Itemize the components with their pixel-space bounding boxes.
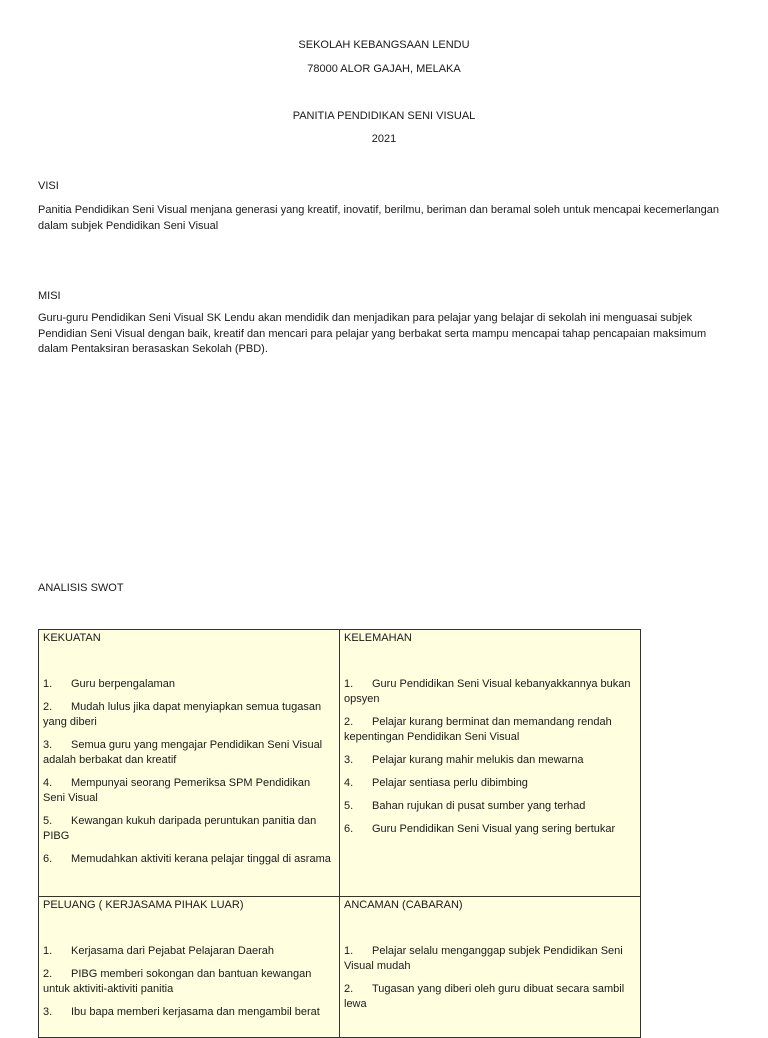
list-item-text: Pelajar selalu menganggap subjek Pendidikan Seni Visual mudah	[344, 945, 623, 972]
list-item-number: 2.	[43, 701, 53, 713]
visi-text: Panitia Pendidikan Seni Visual menjana generasi yang kreatif, inovatif, berilmu, beriman dan beramal soleh untuk mencapai kecemerlangan dalam subjek Pendidikan Seni Visual	[38, 204, 719, 232]
list-item-text: Guru Pendidikan Seni Visual yang sering bertukar	[372, 823, 616, 835]
list-item-text: Pelajar kurang berminat dan memandang rendah kepentingan Pendidikan Seni Visual	[344, 716, 612, 743]
list-item-number: 4.	[43, 777, 53, 789]
list-item-text: Guru Pendidikan Seni Visual kebanyakkannya bukan opsyen	[344, 678, 631, 705]
list-item-number: 2.	[43, 968, 53, 980]
list-item-text: Tugasan yang diberi oleh guru dibuat secara sambil lewa	[344, 983, 625, 1010]
peluang-cell	[39, 897, 340, 1038]
list-item-number: 3.	[43, 1006, 53, 1018]
list-item-number: 2.	[344, 983, 354, 995]
misi-text: Guru-guru Pendidikan Seni Visual SK Lendu akan mendidik dan menjadikan para pelajar yang belajar di sekolah ini menguasai subjek Pendidian Seni Visual dengan baik, kreatif dan mencari para pelajar yang berbakat serta mampu mencapai tahap pencapaian maksimum dalam Pentaksiran berasaskan Sekolah (PBD).	[38, 312, 707, 355]
list-item-text: Semua guru yang mengajar Pendidikan Seni Visual adalah berbakat dan kreatif	[43, 739, 323, 766]
kelemahan-title: KELEMAHAN	[344, 632, 412, 644]
list-item-text: Mempunyai seorang Pemeriksa SPM Pendidikan Seni Visual	[43, 777, 311, 804]
list-item-text: Kewangan kukuh daripada peruntukan panitia dan PIBG	[43, 815, 317, 842]
list-item	[43, 738, 335, 768]
school-address: 78000 ALOR GAJAH, MELAKA	[307, 63, 461, 75]
misi-heading: MISI	[38, 290, 61, 302]
list-item	[344, 715, 636, 745]
swot-heading: ANALISIS SWOT	[38, 582, 124, 594]
list-item-number: 3.	[344, 754, 354, 766]
list-item	[43, 967, 335, 997]
list-item-text: Kerjasama dari Pejabat Pelajaran Daerah	[71, 945, 275, 957]
list-item	[43, 944, 335, 959]
list-item-number: 6.	[43, 853, 53, 865]
list-item	[43, 677, 335, 692]
school-name: SEKOLAH KEBANGSAAN LENDU	[298, 39, 470, 51]
list-item-number: 1.	[344, 945, 354, 957]
list-item-number: 1.	[344, 678, 354, 690]
list-item-text: Pelajar sentiasa perlu dibimbing	[372, 777, 528, 789]
list-item	[43, 814, 335, 844]
list-item	[344, 677, 636, 707]
swot-table	[38, 629, 641, 1038]
list-item	[43, 700, 335, 730]
kelemahan-cell	[340, 630, 641, 897]
list-item	[344, 944, 636, 974]
kekuatan-title: KEKUATAN	[43, 632, 101, 644]
list-item-text: Memudahkan aktiviti kerana pelajar tinggal di asrama	[71, 853, 331, 865]
kelemahan-list	[344, 677, 636, 837]
list-item-text: Guru berpengalaman	[71, 678, 175, 690]
list-item	[344, 753, 636, 768]
list-item-text: Ibu bapa memberi kerjasama dan mengambil berat	[71, 1006, 320, 1018]
list-item-number: 2.	[344, 716, 354, 728]
list-item-number: 4.	[344, 777, 354, 789]
ancaman-list	[344, 944, 636, 1012]
swot-row-internal	[39, 630, 641, 897]
kekuatan-cell	[39, 630, 340, 897]
list-item	[43, 1005, 335, 1020]
visi-heading: VISI	[38, 180, 59, 192]
ancaman-title: ANCAMAN (CABARAN)	[344, 899, 463, 911]
list-item-number: 6.	[344, 823, 354, 835]
list-item	[344, 799, 636, 814]
swot-row-external	[39, 897, 641, 1038]
peluang-list	[43, 944, 335, 1020]
list-item-number: 3.	[43, 739, 53, 751]
document-year: 2021	[371, 133, 397, 145]
list-item-number: 1.	[43, 678, 53, 690]
list-item-text: Pelajar kurang mahir melukis dan mewarna	[372, 754, 584, 766]
list-item-number: 5.	[43, 815, 53, 827]
list-item	[43, 852, 335, 867]
list-item	[344, 982, 636, 1012]
list-item	[344, 822, 636, 837]
list-item-text: PIBG memberi sokongan dan bantuan kewangan untuk aktiviti-aktiviti panitia	[43, 968, 312, 995]
peluang-title: PELUANG ( KERJASAMA PIHAK LUAR)	[43, 899, 244, 911]
list-item	[43, 776, 335, 806]
list-item	[344, 776, 636, 791]
list-item-text: Mudah lulus jika dapat menyiapkan semua tugasan yang diberi	[43, 701, 322, 728]
ancaman-cell	[340, 897, 641, 1038]
panel-name: PANITIA PENDIDIKAN SENI VISUAL	[292, 110, 476, 122]
list-item-text: Bahan rujukan di pusat sumber yang terhad	[372, 800, 586, 812]
list-item-number: 1.	[43, 945, 53, 957]
kekuatan-list	[43, 677, 335, 867]
list-item-number: 5.	[344, 800, 354, 812]
